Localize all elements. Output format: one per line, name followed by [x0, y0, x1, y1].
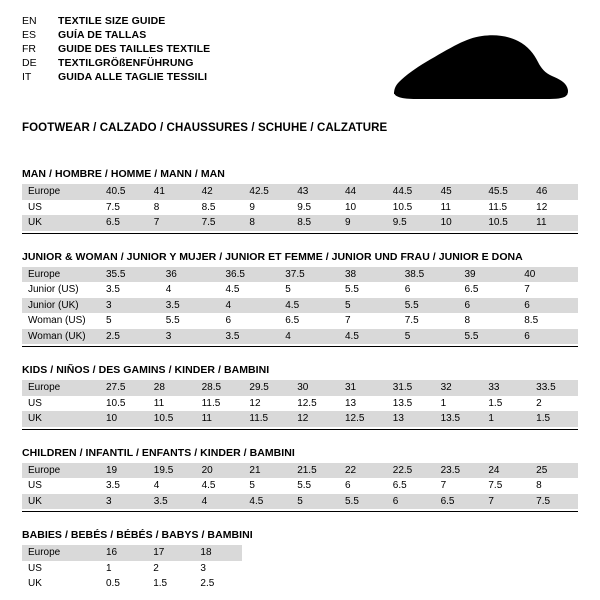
- cell: 10.5: [482, 215, 530, 231]
- language-title: GUIDA ALLE TAGLIE TESSILI: [58, 71, 208, 83]
- cell: 3: [100, 298, 160, 314]
- size-group-man: [22, 168, 578, 234]
- cell: 11: [530, 215, 578, 231]
- cell: 31.5: [387, 380, 435, 396]
- cell: 6.5: [459, 282, 519, 298]
- size-group-children: [22, 447, 578, 513]
- cell: 5.5: [339, 282, 399, 298]
- cell: 7: [148, 215, 196, 231]
- cell: 6: [399, 282, 459, 298]
- cell: 32: [435, 380, 483, 396]
- cell: 22: [339, 463, 387, 479]
- table-row: [22, 298, 578, 314]
- row-label: US: [22, 200, 100, 216]
- cell: 2: [530, 396, 578, 412]
- row-label: Woman (UK): [22, 329, 100, 345]
- cell: 7: [482, 494, 530, 510]
- cell: 8: [530, 478, 578, 494]
- group-title: JUNIOR & WOMAN / JUNIOR Y MUJER / JUNIOR ET FEMME / JUNIOR UND FRAU / JUNIOR E DONA: [22, 250, 523, 263]
- cell: 42: [196, 184, 244, 200]
- cell: 5: [243, 478, 291, 494]
- cell: 3: [100, 494, 148, 510]
- cell: 7.5: [482, 478, 530, 494]
- table-row: [22, 545, 242, 561]
- cell: 13.5: [387, 396, 435, 412]
- row-label: Europe: [22, 463, 100, 479]
- cell: 11: [435, 200, 483, 216]
- row-label: US: [22, 396, 100, 412]
- language-code: FR: [22, 43, 36, 55]
- language-title: GUIDE DES TAILLES TEXTILE: [58, 43, 211, 55]
- cell: 6.5: [435, 494, 483, 510]
- row-label: Woman (US): [22, 313, 100, 329]
- row-label: Europe: [22, 545, 100, 561]
- cell: 10: [339, 200, 387, 216]
- language-row: [22, 16, 210, 30]
- cell: 44.5: [387, 184, 435, 200]
- cell: 42.5: [243, 184, 291, 200]
- cell: 7: [435, 478, 483, 494]
- cell: 24: [482, 463, 530, 479]
- cell: 20: [196, 463, 244, 479]
- cell: 36.5: [220, 267, 280, 283]
- cell: 4: [196, 494, 244, 510]
- row-label: Europe: [22, 184, 100, 200]
- cell: 8.5: [518, 313, 578, 329]
- cell: 12.5: [291, 396, 339, 412]
- table-row: [22, 200, 578, 216]
- row-label: US: [22, 478, 100, 494]
- cell: 7: [518, 282, 578, 298]
- cell: 39: [459, 267, 519, 283]
- row-label: UK: [22, 215, 100, 231]
- cell: 22.5: [387, 463, 435, 479]
- table-row: [22, 561, 242, 577]
- cell: 5.5: [399, 298, 459, 314]
- divider: [22, 233, 578, 234]
- table-row: [22, 463, 578, 479]
- page-header: [22, 16, 578, 108]
- group-title: BABIES / BEBÉS / BÉBÉS / BABYS / BAMBINI: [22, 529, 253, 541]
- language-row: [22, 30, 210, 44]
- cell: 3.5: [148, 494, 196, 510]
- language-code: ES: [22, 29, 37, 41]
- table-row: [22, 184, 578, 200]
- cell: 29.5: [243, 380, 291, 396]
- cell: 11.5: [196, 396, 244, 412]
- size-group-babies: [22, 529, 578, 592]
- table-row: [22, 478, 578, 494]
- cell: 8: [148, 200, 196, 216]
- row-label: UK: [22, 411, 100, 427]
- cell: 2: [147, 561, 194, 577]
- cell: 8: [459, 313, 519, 329]
- row-label: UK: [22, 494, 100, 510]
- cell: 5.5: [291, 478, 339, 494]
- cell: 27.5: [100, 380, 148, 396]
- cell: 13: [339, 396, 387, 412]
- cell: 31: [339, 380, 387, 396]
- cell: 10.5: [148, 411, 196, 427]
- size-group-junior-woman: [22, 251, 578, 348]
- language-row: [22, 44, 210, 58]
- cell: 11.5: [243, 411, 291, 427]
- cell: 25: [530, 463, 578, 479]
- cell: 33.5: [530, 380, 578, 396]
- cell: 6.5: [100, 215, 148, 231]
- cell: 10.5: [100, 396, 148, 412]
- cell: 1: [435, 396, 483, 412]
- cell: 8.5: [291, 215, 339, 231]
- table-row: [22, 396, 578, 412]
- cell: 7: [339, 313, 399, 329]
- cell: 3: [160, 329, 220, 345]
- cell: 37.5: [279, 267, 339, 283]
- group-title: KIDS / NIÑOS / DES GAMINS / KINDER / BAMBINI: [22, 364, 270, 376]
- cell: 13.5: [435, 411, 483, 427]
- cell: 5: [339, 298, 399, 314]
- cell: 7.5: [196, 215, 244, 231]
- cell: 3.5: [100, 282, 160, 298]
- cell: 19: [100, 463, 148, 479]
- cell: 17: [147, 545, 194, 561]
- cell: 12: [291, 411, 339, 427]
- cell: 5.5: [459, 329, 519, 345]
- cell: 4: [148, 478, 196, 494]
- row-label: Junior (US): [22, 282, 100, 298]
- table-row: [22, 380, 578, 396]
- cell: 6.5: [387, 478, 435, 494]
- cell: 9.5: [291, 200, 339, 216]
- cell: 6: [387, 494, 435, 510]
- cell: 12.5: [339, 411, 387, 427]
- table-row: [22, 215, 578, 231]
- cell: 30: [291, 380, 339, 396]
- cell: 3.5: [220, 329, 280, 345]
- cell: 5.5: [339, 494, 387, 510]
- cell: 2.5: [100, 329, 160, 345]
- cell: 7.5: [530, 494, 578, 510]
- cell: 38.5: [399, 267, 459, 283]
- cell: 40.5: [100, 184, 148, 200]
- cell: 4: [279, 329, 339, 345]
- cell: 45.5: [482, 184, 530, 200]
- cell: 36: [160, 267, 220, 283]
- language-code: EN: [22, 15, 37, 27]
- table-row: [22, 576, 242, 592]
- table-row: [22, 313, 578, 329]
- cell: 1.5: [530, 411, 578, 427]
- cell: 4.5: [279, 298, 339, 314]
- row-label: Europe: [22, 267, 100, 283]
- cell: 4.5: [196, 478, 244, 494]
- cell: 33: [482, 380, 530, 396]
- group-title: MAN / HOMBRE / HOMME / MANN / MAN: [22, 168, 225, 180]
- cell: 18: [194, 545, 241, 561]
- cell: 4: [160, 282, 220, 298]
- group-title: CHILDREN / INFANTIL / ENFANTS / KINDER / BAMBINI: [22, 446, 295, 459]
- cell: 2.5: [194, 576, 241, 592]
- cell: 9: [339, 215, 387, 231]
- divider: [22, 346, 578, 347]
- divider: [22, 429, 578, 430]
- cell: 40: [518, 267, 578, 283]
- language-title: GUÍA DE TALLAS: [58, 29, 147, 41]
- cell: 6: [518, 329, 578, 345]
- cell: 12: [530, 200, 578, 216]
- cell: 5: [100, 313, 160, 329]
- cell: 13: [387, 411, 435, 427]
- cell: 4: [220, 298, 280, 314]
- cell: 1: [100, 561, 147, 577]
- cell: 10: [100, 411, 148, 427]
- cell: 21: [243, 463, 291, 479]
- cell: 8.5: [196, 200, 244, 216]
- cell: 5: [279, 282, 339, 298]
- cell: 10.5: [387, 200, 435, 216]
- row-label: Europe: [22, 380, 100, 396]
- cell: 35.5: [100, 267, 160, 283]
- cell: 4.5: [243, 494, 291, 510]
- size-group-kids: [22, 364, 578, 430]
- size-table-kids: [22, 380, 578, 427]
- cell: 5: [399, 329, 459, 345]
- cell: 10: [435, 215, 483, 231]
- row-label: Junior (UK): [22, 298, 100, 314]
- cell: 1.5: [147, 576, 194, 592]
- row-label: US: [22, 561, 100, 577]
- size-table-man: [22, 184, 578, 231]
- row-label: UK: [22, 576, 100, 592]
- cell: 46: [530, 184, 578, 200]
- table-row: [22, 267, 578, 283]
- cell: 7.5: [100, 200, 148, 216]
- language-title-list: [22, 16, 210, 86]
- table-row: [22, 282, 578, 298]
- cell: 45: [435, 184, 483, 200]
- language-row: [22, 72, 210, 86]
- cell: 44: [339, 184, 387, 200]
- cell: 6: [459, 298, 519, 314]
- cell: 12: [243, 396, 291, 412]
- cell: 5: [291, 494, 339, 510]
- cell: 1.5: [482, 396, 530, 412]
- cell: 16: [100, 545, 147, 561]
- cell: 4.5: [220, 282, 280, 298]
- cell: 4.5: [339, 329, 399, 345]
- cell: 23.5: [435, 463, 483, 479]
- cell: 3.5: [160, 298, 220, 314]
- cell: 21.5: [291, 463, 339, 479]
- language-title: TEXTILGRÖßENFÜHRUNG: [58, 57, 194, 69]
- cell: 19.5: [148, 463, 196, 479]
- cell: 28: [148, 380, 196, 396]
- cell: 6: [518, 298, 578, 314]
- language-title: TEXTILE SIZE GUIDE: [58, 15, 166, 27]
- category-title: FOOTWEAR / CALZADO / CHAUSSURES / SCHUHE / CALZATURE: [22, 122, 388, 134]
- cell: 6: [220, 313, 280, 329]
- cell: 11: [148, 396, 196, 412]
- cell: 43: [291, 184, 339, 200]
- cell: 5.5: [160, 313, 220, 329]
- cell: 11.5: [482, 200, 530, 216]
- cell: 7.5: [399, 313, 459, 329]
- divider: [22, 511, 578, 512]
- cell: 9: [243, 200, 291, 216]
- language-code: IT: [22, 71, 32, 83]
- dress-shoe-icon: [386, 32, 572, 106]
- cell: 9.5: [387, 215, 435, 231]
- size-table-junior-woman: [22, 267, 578, 345]
- language-row: [22, 58, 210, 72]
- size-table-children: [22, 463, 578, 510]
- cell: 41: [148, 184, 196, 200]
- cell: 6: [339, 478, 387, 494]
- cell: 11: [196, 411, 244, 427]
- cell: 0.5: [100, 576, 147, 592]
- table-row: [22, 411, 578, 427]
- cell: 3: [194, 561, 241, 577]
- table-row: [22, 494, 578, 510]
- cell: 28.5: [196, 380, 244, 396]
- cell: 6.5: [279, 313, 339, 329]
- cell: 38: [339, 267, 399, 283]
- cell: 8: [243, 215, 291, 231]
- cell: 3.5: [100, 478, 148, 494]
- language-code: DE: [22, 57, 37, 69]
- cell: 1: [482, 411, 530, 427]
- table-row: [22, 329, 578, 345]
- size-table-babies: [22, 545, 242, 592]
